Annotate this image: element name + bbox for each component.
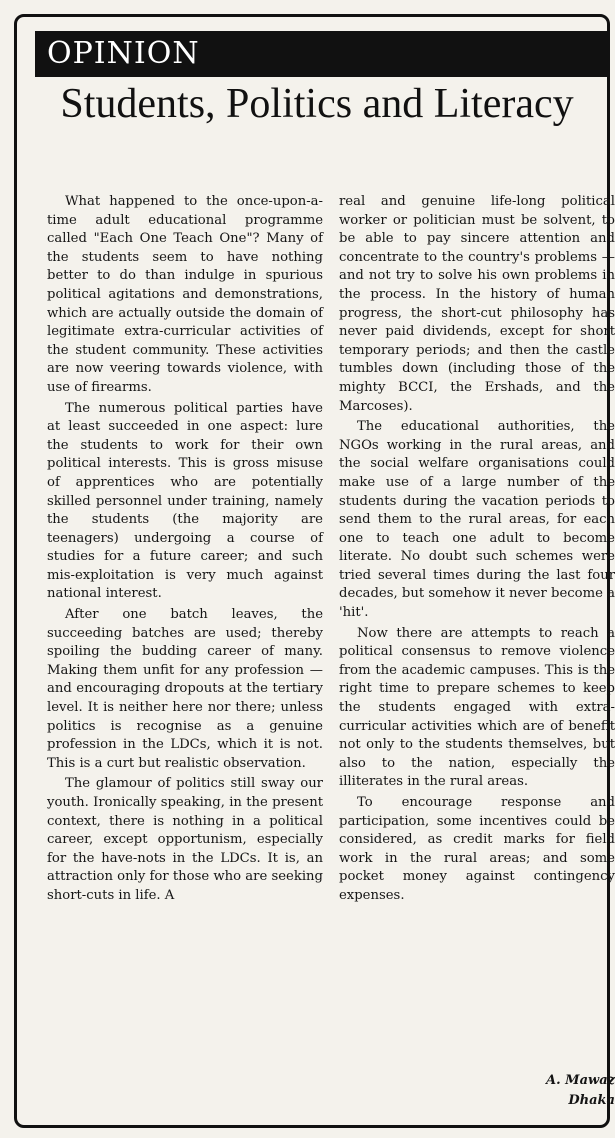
right-column <box>339 193 615 908</box>
paragraph: What happened to the once-upon-a-time adult educational programme called "Each One Teach One"? Many of the students seem to have nothing better to do than indulge in spurious political agitations and demonstrations, which are actually outside the domain of legitimate extra-curricular activities of the student community. These activities are now veering towards violence, with use of firearms. <box>47 194 323 395</box>
paragraph: The glamour of politics still sway our youth. Ironically speaking, in the present context, there is nothing in a political career, except opportunism, especially for the have-nots in the LDCs. It is, an attraction only for those who are seeking short-cuts in life. A <box>47 776 323 903</box>
paragraph: The numerous political parties have at least succeeded in one aspect: lure the students to work for their own political interests. This is gross misuse of apprentices who are potentially skilled personnel under training, namely the students (the majority are teenagers) undergoing a course of studies for a future career; and such mis-exploitation is very much against national interest. <box>47 400 323 602</box>
headline: Students, Politics and Literacy <box>60 81 574 127</box>
author-signature <box>339 1071 615 1111</box>
paragraph: Now there are attempts to reach a political consensus to remove violence from the academic campuses. This is the right time to prepare schemes to keep the students engaged with extra-curricular activities which are of benefit not only to the students themselves, but also to the nation, especially the illiterates in the rural areas. <box>339 625 615 790</box>
paragraph: To encourage response and participation, some incentives could be considered, as credit marks for field work in the rural areas; and some pocket money against contingency expenses. <box>339 795 615 903</box>
section-label: OPINION <box>35 31 609 77</box>
left-column <box>47 193 323 908</box>
paragraph-continued: real and genuine life-long political worker or politician must be solvent, to be able to pay sincere attention and concentrate to the country's problems — and not try to solve his own problems in the process. In the history of human progress, the short-cut philosophy has never paid dividends, except for short temporary periods; and then the castle tumbles down (including those of the mighty BCCI, the Ershads, and the Marcoses). <box>339 194 615 414</box>
author-location: Dhaka <box>568 1093 615 1108</box>
author-name: A. Mawaz <box>546 1073 615 1088</box>
paragraph: The educational authorities, the NGOs working in the rural areas, and the social welfare organisations could make use of a large number of the students during the vacation periods to send them to the rural areas, for each one to teach one adult to become literate. No doubt such schemes were tried several times during the last four decades, but somehow it never become a 'hit'. <box>339 419 615 621</box>
article-frame <box>14 14 615 1128</box>
paragraph: After one batch leaves, the succeeding batches are used; thereby spoiling the budding career of many. Making them unfit for any profession — and encouraging dropouts at the tertiary level. It is neither here nor there; unless politics is recognise as a genuine profession in the LDCs, which it is not. This is a curt but realistic observation. <box>47 607 323 771</box>
